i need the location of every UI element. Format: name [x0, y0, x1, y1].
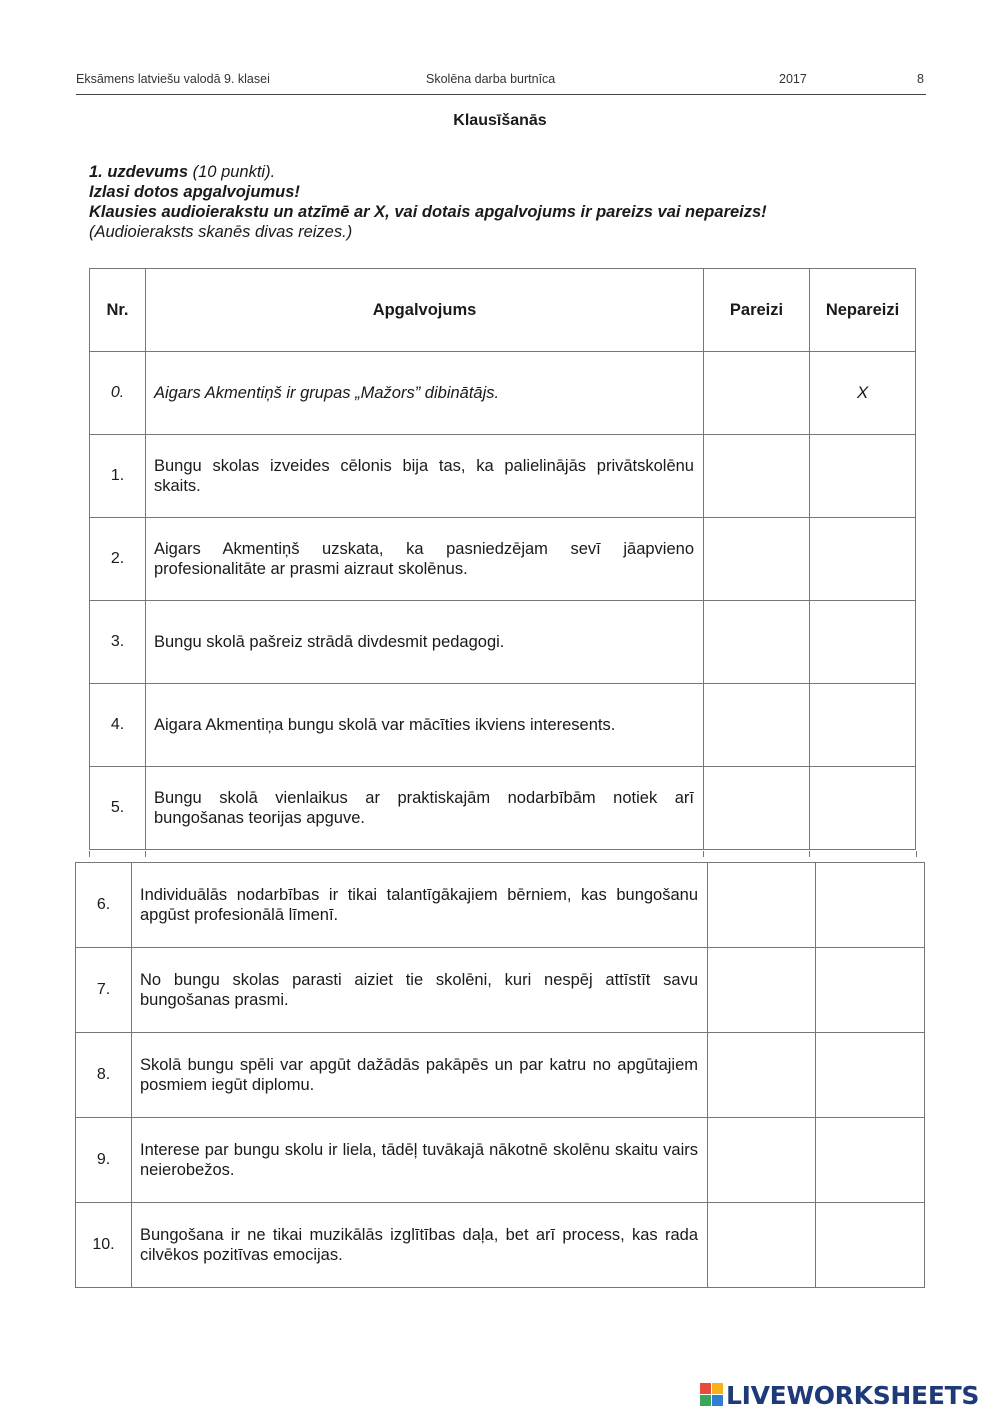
row-number: 5. — [90, 767, 146, 850]
row-statement: Individuālās nodarbības ir tikai talantīgākajiem bērniem, kas bungošanu apgūst profesionālā līmenī. — [132, 863, 708, 948]
task-instruction-listen: Klausies audioierakstu un atzīmē ar X, vai dotais apgalvojums ir pareizs vai nepareizs! — [89, 203, 767, 221]
row-number: 0. — [90, 352, 146, 435]
answer-correct-cell[interactable] — [704, 767, 810, 850]
example-incorrect-mark: X — [810, 352, 916, 435]
liveworksheets-logo-icon — [700, 1383, 724, 1407]
answer-incorrect-cell[interactable] — [810, 767, 916, 850]
row-number: 10. — [76, 1203, 132, 1288]
table-row — [76, 1118, 925, 1203]
answer-correct-cell[interactable] — [708, 1118, 816, 1203]
exam-title: Eksāmens latviešu valodā 9. klasei — [76, 72, 270, 86]
row-number: 8. — [76, 1033, 132, 1118]
answer-incorrect-cell[interactable] — [810, 435, 916, 518]
table-cut-edge — [809, 851, 810, 857]
task-instructions — [89, 162, 929, 242]
page-number: 8 — [917, 72, 924, 86]
col-header-statement: Apgalvojums — [146, 269, 704, 352]
answer-incorrect-cell[interactable] — [816, 948, 925, 1033]
table-row — [76, 1203, 925, 1288]
row-statement: Aigars Akmentiņš ir grupas „Mažors” dibinātājs. — [146, 352, 704, 435]
example-correct-cell — [704, 352, 810, 435]
col-header-nr: Nr. — [90, 269, 146, 352]
row-statement: Bungu skolā pašreiz strādā divdesmit pedagogi. — [146, 601, 704, 684]
task-note: (Audioieraksts skanēs divas reizes.) — [89, 223, 353, 241]
answer-incorrect-cell[interactable] — [810, 601, 916, 684]
row-number: 7. — [76, 948, 132, 1033]
row-statement: Aigara Akmentiņa bungu skolā var mācīties ikviens interesents. — [146, 684, 704, 767]
task-instruction-read: Izlasi dotos apgalvojumus! — [89, 183, 300, 201]
task-number: 1. uzdevums — [89, 163, 189, 181]
answer-incorrect-cell[interactable] — [816, 1118, 925, 1203]
row-number: 4. — [90, 684, 146, 767]
table-row — [90, 518, 916, 601]
answer-incorrect-cell[interactable] — [810, 684, 916, 767]
row-number: 6. — [76, 863, 132, 948]
table-cut-edge — [89, 851, 917, 857]
answer-correct-cell[interactable] — [708, 863, 816, 948]
table-row — [76, 948, 925, 1033]
answer-correct-cell[interactable] — [704, 435, 810, 518]
row-number: 3. — [90, 601, 146, 684]
row-statement: No bungu skolas parasti aiziet tie skolēni, kuri nespēj attīstīt savu bungošanas prasmi. — [132, 948, 708, 1033]
answer-incorrect-cell[interactable] — [810, 518, 916, 601]
col-header-incorrect: Nepareizi — [810, 269, 916, 352]
table-row — [90, 601, 916, 684]
booklet-title: Skolēna darba burtnīca — [426, 72, 556, 86]
example-row — [90, 352, 916, 435]
row-statement: Interese par bungu skolu ir liela, tādēļ tuvākajā nākotnē skolēnu skaitu vairs neierobežos. — [132, 1118, 708, 1203]
answer-correct-cell[interactable] — [708, 1033, 816, 1118]
row-number: 9. — [76, 1118, 132, 1203]
answer-incorrect-cell[interactable] — [816, 863, 925, 948]
table-row — [90, 767, 916, 850]
row-number: 1. — [90, 435, 146, 518]
answer-incorrect-cell[interactable] — [816, 1203, 925, 1288]
col-header-correct: Pareizi — [704, 269, 810, 352]
page-header — [76, 72, 926, 90]
task-heading — [89, 162, 929, 182]
answer-correct-cell[interactable] — [704, 518, 810, 601]
answer-correct-cell[interactable] — [704, 601, 810, 684]
header-divider — [76, 94, 926, 95]
answer-correct-cell[interactable] — [708, 1203, 816, 1288]
statements-table-part2 — [75, 862, 925, 1288]
row-statement: Bungu skolā vienlaikus ar praktiskajām nodarbībām notiek arī bungošanas teorijas apguve. — [146, 767, 704, 850]
row-statement: Bungošana ir ne tikai muzikālās izglītības daļa, bet arī process, kas rada cilvēkos pozitīvas emocijas. — [132, 1203, 708, 1288]
table-row — [90, 435, 916, 518]
table-cut-edge — [703, 851, 704, 857]
row-statement: Bungu skolas izveides cēlonis bija tas, ka palielinājās privātskolēnu skaits. — [146, 435, 704, 518]
row-statement: Aigars Akmentiņš uzskata, ka pasniedzējam sevī jāapvieno profesionalitāte ar prasmi aizraut skolēnus. — [146, 518, 704, 601]
answer-incorrect-cell[interactable] — [816, 1033, 925, 1118]
liveworksheets-logo — [700, 1378, 979, 1412]
table-row — [90, 684, 916, 767]
row-number: 2. — [90, 518, 146, 601]
table-row — [76, 863, 925, 948]
section-title: Klausīšanās — [453, 112, 547, 129]
task-points: (10 punkti). — [192, 163, 276, 181]
table-row — [76, 1033, 925, 1118]
answer-correct-cell[interactable] — [708, 948, 816, 1033]
exam-year: 2017 — [779, 72, 807, 86]
table-header-row — [90, 269, 916, 352]
row-statement: Skolā bungu spēli var apgūt dažādās pakāpēs un par katru no apgūtajiem posmiem iegūt diplomu. — [132, 1033, 708, 1118]
watermark-text: LIVEWORKSHEETS — [726, 1380, 980, 1410]
table-cut-edge — [145, 851, 146, 857]
answer-correct-cell[interactable] — [704, 684, 810, 767]
statements-table-part1 — [89, 268, 916, 850]
